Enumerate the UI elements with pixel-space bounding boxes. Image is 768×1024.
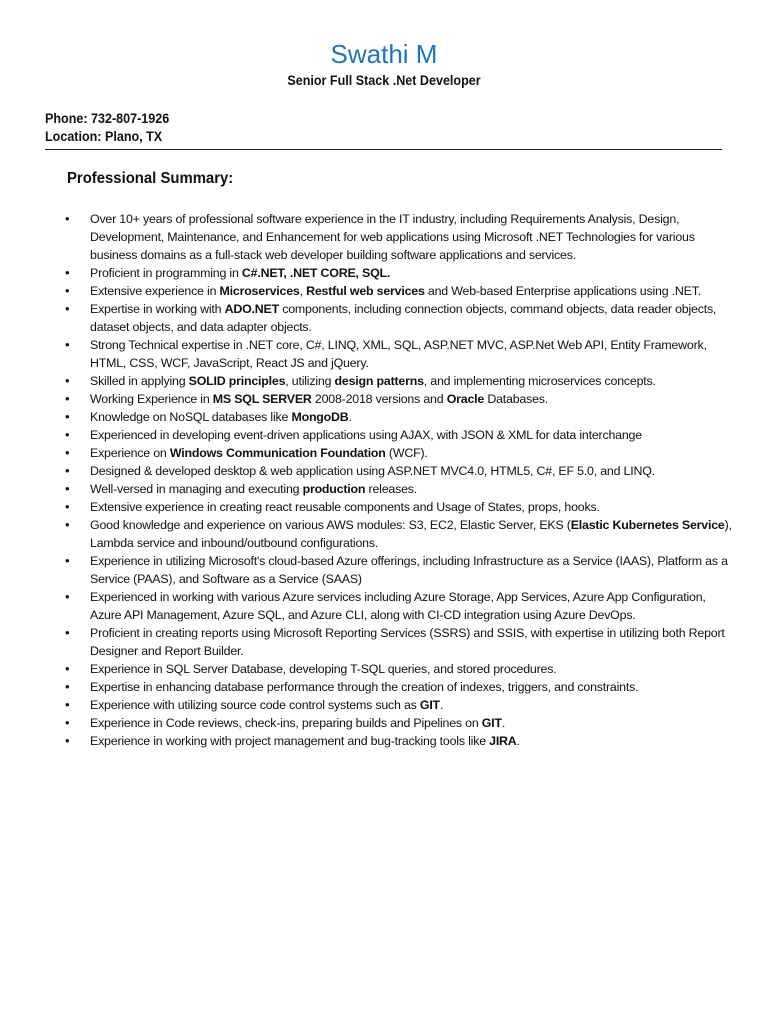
text-run: Experience on bbox=[90, 446, 170, 460]
text-run: Over 10+ years of professional software experience in the IT industry, including Requirements Analysis, Design, Development, Maintenance, and Enhancement for web applications using Microsoft .NET Technologies for various business domains as a full-stack web developer building software applications and services. bbox=[90, 212, 695, 262]
contact-block bbox=[45, 110, 169, 146]
text-run: Proficient in programming in bbox=[90, 266, 242, 280]
summary-item-text bbox=[90, 678, 738, 696]
location-line: Location: Plano, TX bbox=[45, 129, 163, 144]
text-run: Extensive experience in creating react reusable components and Usage of States, props, hooks. bbox=[90, 500, 600, 514]
text-run: Extensive experience in bbox=[90, 284, 220, 298]
text-run: Skilled in applying bbox=[90, 374, 189, 388]
text-run: components, including connection objects, command objects, data reader objects, dataset objects, and data adapter objects. bbox=[90, 302, 717, 334]
text-run: 2008-2018 versions and bbox=[311, 392, 447, 406]
bold-run: GIT bbox=[419, 698, 440, 712]
summary-item bbox=[65, 678, 765, 696]
summary-item-text bbox=[90, 426, 738, 444]
summary-item-text bbox=[90, 282, 738, 300]
text-run: Designed & developed desktop & web application using ASP.NET MVC4.0, HTML5, C#, EF 5.0, and LINQ. bbox=[90, 464, 655, 478]
section-heading: Professional Summary: bbox=[67, 170, 234, 187]
text-run: Experience in SQL Server Database, developing T-SQL queries, and stored procedures. bbox=[90, 662, 557, 676]
summary-item bbox=[65, 444, 765, 462]
summary-item bbox=[65, 480, 765, 498]
text-run: Experience in utilizing Microsoft's cloud-based Azure offerings, including Infrastructure as a Service (IAAS), Platform as a Service (PAAS), and Software as a Service (SAAS) bbox=[90, 554, 728, 586]
bold-run: Restful web services bbox=[306, 284, 425, 298]
summary-item bbox=[65, 372, 765, 390]
summary-item bbox=[65, 264, 765, 282]
text-run: Expertise in enhancing database performance through the creation of indexes, triggers, and constraints. bbox=[90, 680, 639, 694]
text-run: , and implementing microservices concepts. bbox=[423, 374, 656, 388]
bold-run: ADO.NET bbox=[224, 302, 279, 316]
text-run: Databases. bbox=[484, 392, 548, 406]
text-run: . bbox=[516, 734, 520, 748]
summary-item bbox=[65, 660, 765, 678]
candidate-name: Swathi M bbox=[330, 39, 438, 69]
bold-run: design patterns bbox=[334, 374, 424, 388]
bold-run: Elastic Kubernetes Service bbox=[570, 518, 725, 532]
summary-item bbox=[65, 714, 765, 732]
summary-item bbox=[65, 210, 765, 264]
summary-item bbox=[65, 588, 765, 624]
summary-item-text bbox=[90, 696, 738, 714]
text-run: . bbox=[439, 698, 444, 712]
header-divider bbox=[45, 149, 722, 150]
text-run: , bbox=[299, 284, 307, 298]
summary-item bbox=[65, 462, 765, 480]
summary-item-text bbox=[90, 480, 738, 498]
text-run: Proficient in creating reports using Microsoft Reporting Services (SSRS) and SSIS, with expertise in utilizing both Report Designer and Report Builder. bbox=[90, 626, 725, 658]
text-run: Well-versed in managing and executing bbox=[90, 482, 303, 496]
text-run: . bbox=[348, 410, 352, 424]
summary-item bbox=[65, 282, 765, 300]
summary-item bbox=[65, 336, 765, 372]
text-run: (WCF). bbox=[385, 446, 428, 460]
summary-item-text bbox=[90, 264, 738, 282]
text-run: Experience with utilizing source code control systems such as bbox=[90, 698, 420, 712]
text-run: Experienced in developing event-driven applications using AJAX, with JSON & XML for data interchange bbox=[90, 428, 642, 442]
summary-item-text bbox=[90, 552, 738, 588]
bold-run: JIRA bbox=[489, 734, 517, 748]
summary-item-text bbox=[90, 660, 738, 678]
text-run: , utilizing bbox=[285, 374, 335, 388]
text-run: . bbox=[501, 716, 506, 730]
summary-item-text bbox=[90, 300, 738, 336]
summary-item bbox=[65, 552, 765, 588]
summary-item-text bbox=[90, 336, 738, 372]
summary-item-text bbox=[90, 516, 738, 552]
summary-item-text bbox=[90, 498, 738, 516]
summary-item-text bbox=[90, 390, 738, 408]
summary-item bbox=[65, 426, 765, 444]
summary-item-text bbox=[90, 624, 738, 660]
text-run: Experience in Code reviews, check-ins, preparing builds and Pipelines on bbox=[90, 716, 482, 730]
summary-item bbox=[65, 624, 765, 660]
summary-item bbox=[65, 300, 765, 336]
text-run: Working Experience in bbox=[90, 392, 213, 406]
bold-run: MongoDB bbox=[291, 410, 349, 424]
job-title: Senior Full Stack .Net Developer bbox=[287, 73, 481, 88]
summary-item bbox=[65, 732, 765, 750]
summary-item bbox=[65, 696, 765, 714]
summary-item bbox=[65, 498, 765, 516]
summary-item bbox=[65, 408, 765, 426]
bold-run: Microservices bbox=[219, 284, 300, 298]
bold-run: Oracle bbox=[446, 392, 485, 406]
bold-run: production bbox=[302, 482, 366, 496]
text-run: releases. bbox=[365, 482, 418, 496]
phone-line: Phone: 732-807-1926 bbox=[45, 111, 170, 126]
summary-item-text bbox=[90, 462, 738, 480]
summary-item bbox=[65, 516, 765, 552]
summary-item-text bbox=[90, 588, 738, 624]
text-run: ), Lambda service and inbound/outbound configurations. bbox=[90, 518, 732, 550]
bold-run: Windows Communication Foundation bbox=[169, 446, 386, 460]
text-run: Strong Technical expertise in .NET core, C#, LINQ, XML, SQL, ASP.NET MVC, ASP.Net Web API, Entity Framework, HTML, CSS, WCF, JavaScript, React JS and jQuery. bbox=[90, 338, 707, 370]
bold-run: C#.NET, .NET CORE, SQL. bbox=[241, 266, 391, 280]
text-run: and Web-based Enterprise applications using .NET. bbox=[424, 284, 701, 298]
text-run: Expertise in working with bbox=[90, 302, 225, 316]
summary-item-text bbox=[90, 372, 738, 390]
summary-list bbox=[65, 210, 765, 750]
summary-item-text bbox=[90, 732, 738, 750]
summary-item bbox=[65, 390, 765, 408]
text-run: Good knowledge and experience on various AWS modules: S3, EC2, Elastic Server, EKS ( bbox=[90, 518, 571, 532]
text-run: Experience in working with project management and bug-tracking tools like bbox=[90, 734, 490, 748]
bold-run: SOLID principles bbox=[188, 374, 286, 388]
summary-item-text bbox=[90, 210, 738, 264]
summary-item-text bbox=[90, 714, 738, 732]
text-run: Knowledge on NoSQL databases like bbox=[90, 410, 292, 424]
bold-run: MS SQL SERVER bbox=[212, 392, 312, 406]
text-run: Experienced in working with various Azure services including Azure Storage, App Services, Azure App Configuration, Azure API Management, Azure SQL, and Azure CLI, along with CI-CD integration using Azure DevOps. bbox=[90, 590, 706, 622]
summary-item-text bbox=[90, 408, 738, 426]
summary-item-text bbox=[90, 444, 738, 462]
bold-run: GIT bbox=[481, 716, 502, 730]
